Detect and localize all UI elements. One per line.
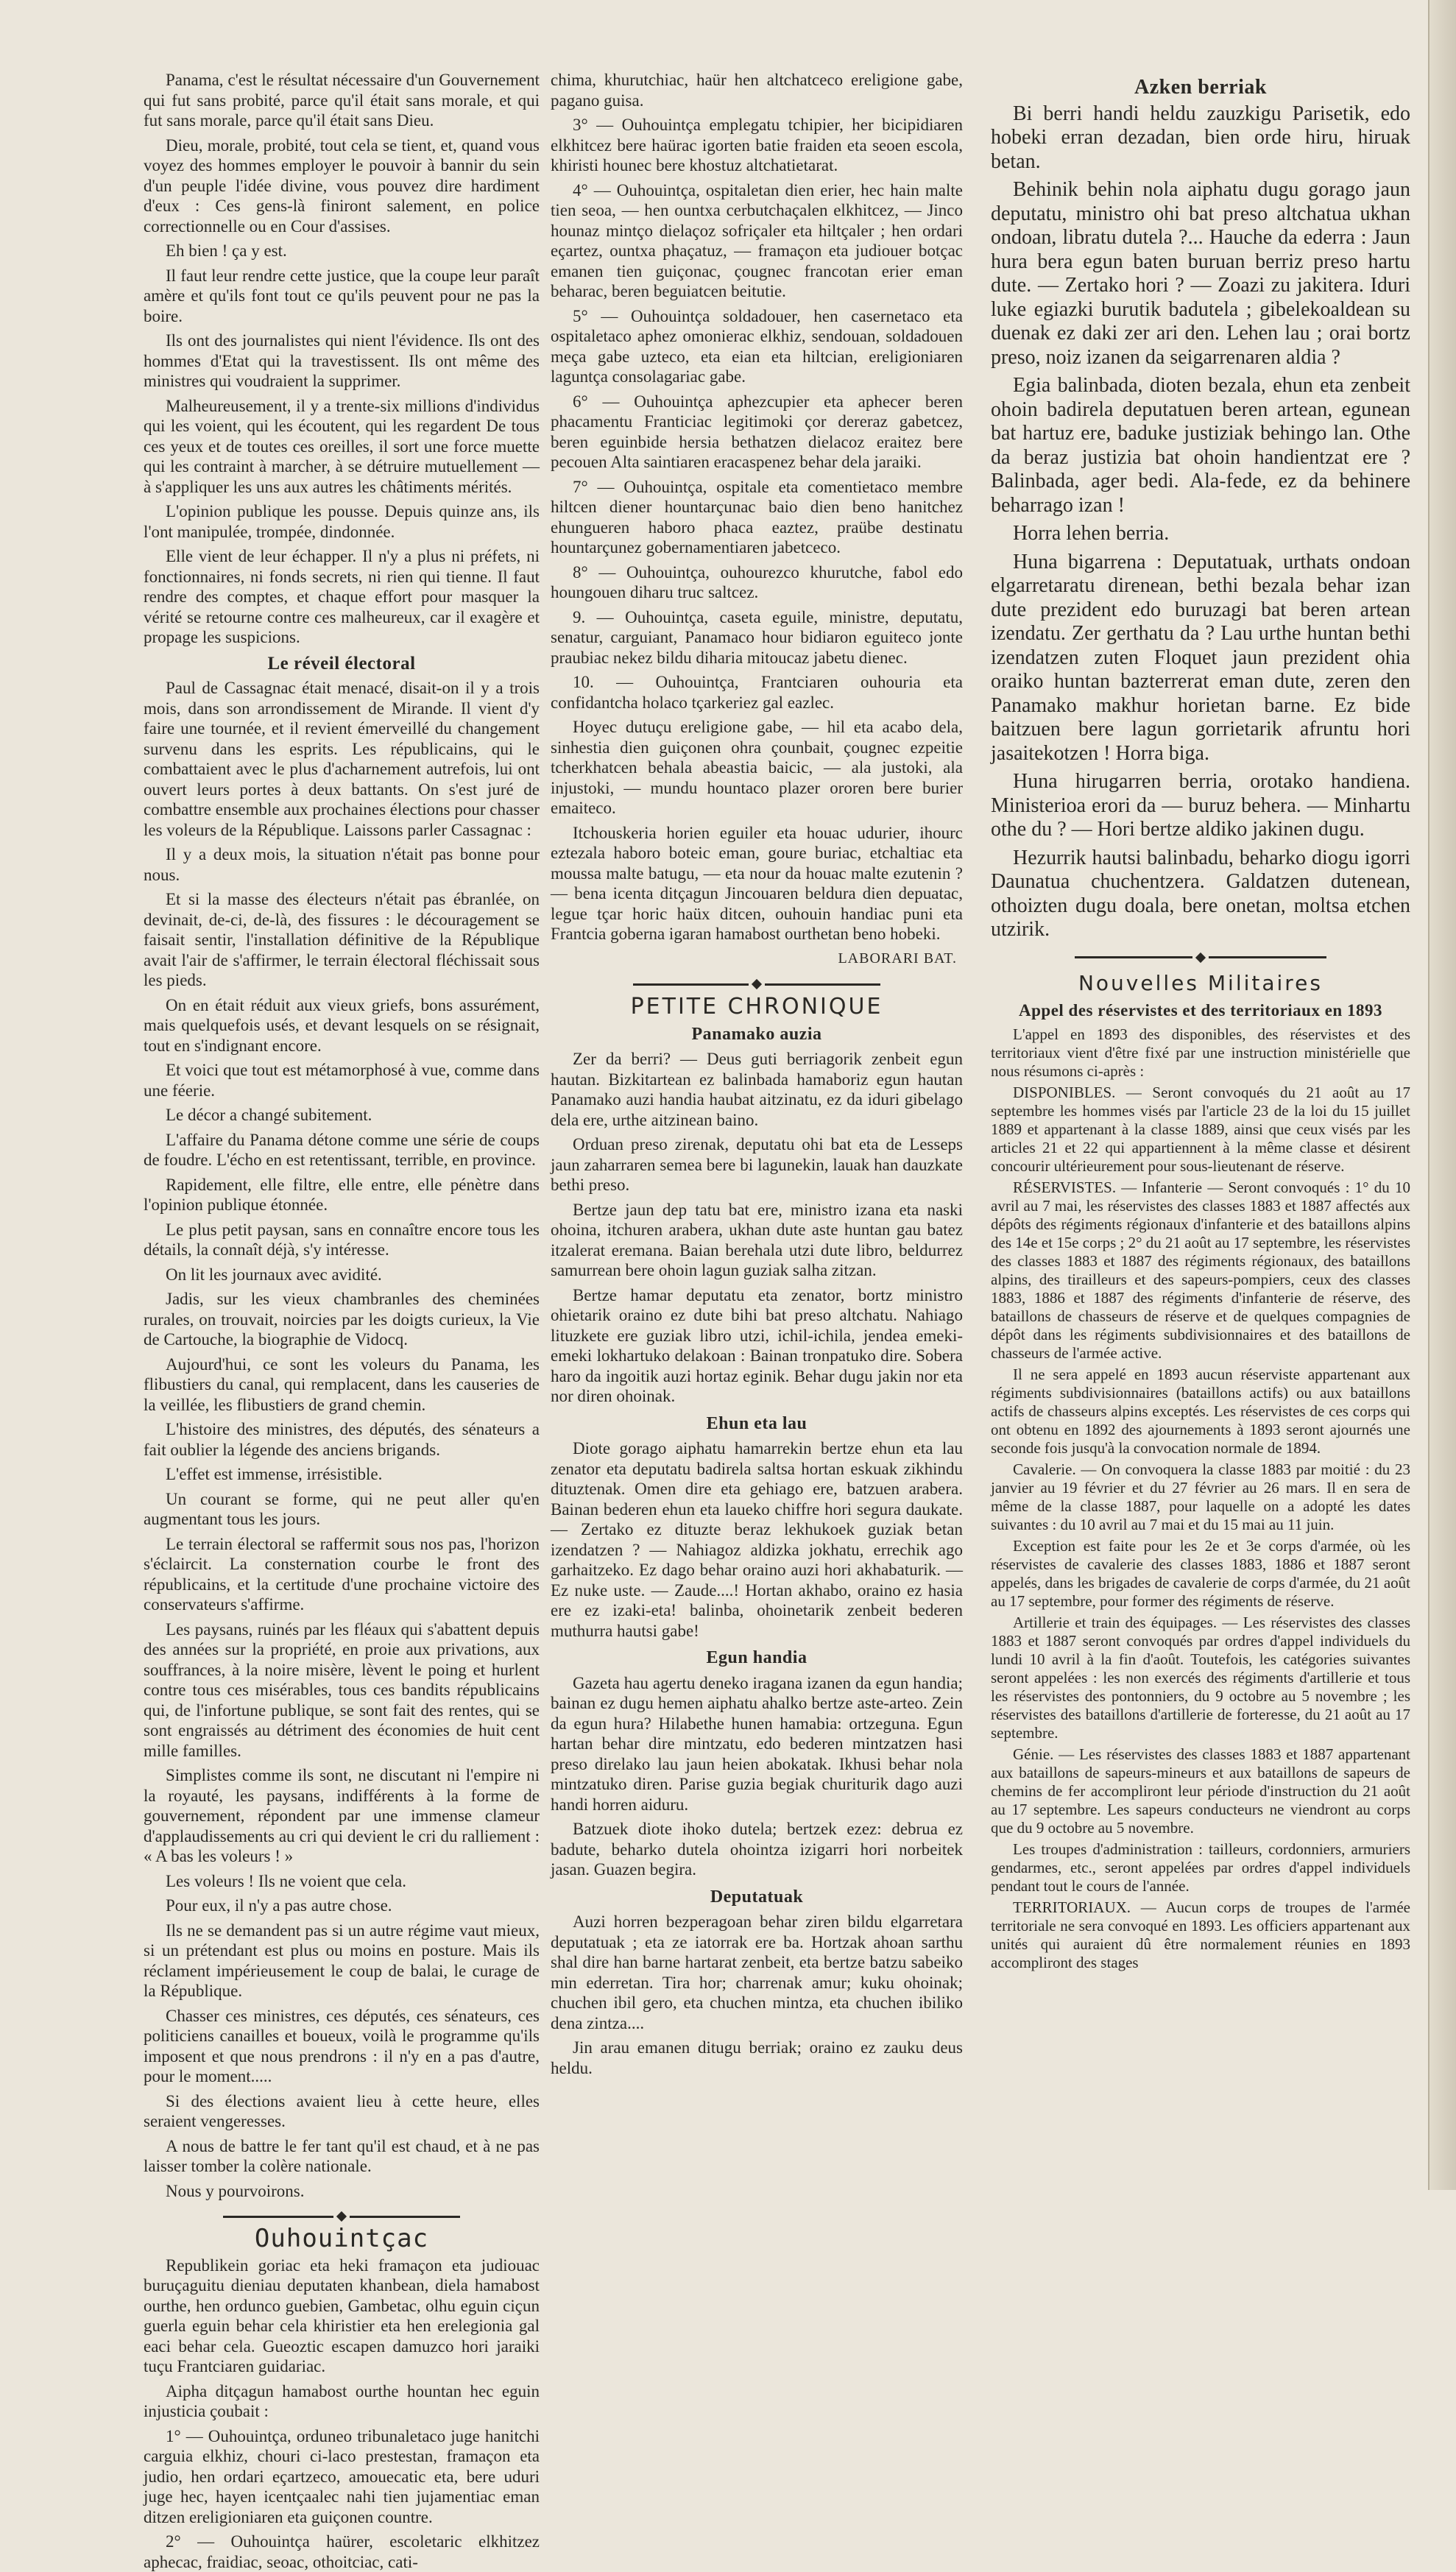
article-paragraph: Artillerie et train des équipages. — Les réservistes des classes 1883 et 1887 seront convoqués par ordres d'appel individuels du lundi 10 avril à la fin d'août. Toutefois, les catégories suivantes seront appelées : les non exercés des régiments d'artillerie et tous les réservistes des pontonniers, du 9 octobre au 5 novembre ; les réservistes des bataillons d'artillerie de forteresse, du 21 août au 17 septembre. [991,1613,1410,1742]
article-paragraph: 2° — Ouhouintça haürer, escoletaric elkhitzez aphecac, fraidiac, seoac, othoitciac, cati- [144,2532,540,2571]
article-paragraph: 4° — Ouhouintça, ospitaletan dien erier, hec hain malte tien seoa, — hen ountxa cerbutchaçalen elkhitcez, — Jinco hounaz mintço dielaçoz sofriçaler eta hiltçaler ; hen ordari eçartez, ountxa phaçatuz, — framaçon eta judiouer botçac emanen tien guiçonac, çougnec francotan erier eman beharac, beren beguiatcen beitutie. [551,180,963,300]
article-paragraph: Huna bigarrena : Deputatuak, urthats ondoan elgarretaratu direnean, bethi bezala behar izan dute prezident edo buruzagi bat beren artean izendatu. Zer gerthatu da ? Lau urthe huntan bethi izendatzen zuten Floquet jaun prezident ohia oraiko huntan bazterrerat eman dute, zeren den Panamako makhur horietan barne. Ez bide baitzuen bere lagun gorrietarik afruntu hori jasaitekotzen ! Horra biga. [991,550,1410,765]
article-paragraph: Hezurrik hautsi balinbadu, beharko diogu igorri Daunatua chuchentzera. Galdatzen dutenean, othoizten dugu doala, bere onetan, moltsa etchen utzirik. [991,846,1410,941]
article-paragraph: Les troupes d'administration : tailleurs, cordonniers, armuriers gendarmes, etc., seront appelées par ordres d'appel individuels pendant tout le cours de l'année. [991,1840,1410,1895]
article-paragraph: Huna hirugarren berria, orotako handiena. Ministerioa erori da — buruz behera. — Minhartu othe du ? — Hori bertze aldiko jakinen dugu. [991,770,1410,841]
article-paragraph: Malheureusement, il y a trente-six millions d'individus qui les voient, qui les écoutent, qui les regardent De tous ces yeux et de toutes ces oreilles, il sort une force muette qui les contraint à marcher, à se détruire mutuellement — à s'appliquer les uns aux autres les châtiments mérités. [144,396,540,496]
subheading-panamako-auzia: Panamako auzia [691,1024,822,1044]
article-paragraph: DISPONIBLES. — Seront convoqués du 21 août au 17 septembre les hommes visés par l'article 23 de la loi du 15 juillet 1889 et appartenant à la classe 1889, ainsi que ceux visés par les articles 21 et 22 qui appartiennent à la même classe et désirent concourir ultérieurement pour sous-lieutenant de réserve. [991,1083,1410,1175]
article-paragraph: Jin arau emanen ditugu berriak; oraino ez zauku deus heldu. [551,2038,963,2077]
subheading-deputatuak: Deputatuak [710,1887,804,1907]
subheading-ehun-eta-lau: Ehun eta lau [706,1413,807,1433]
article-paragraph: 3° — Ouhouintça emplegatu tchipier, her bicipidiaren elkhitcez bere haürac igorten batie fraiden eta seoen escola, khiristi hounec bere khostuz altchatietarat. [551,116,963,174]
article-paragraph: 7° — Ouhouintça, ospitale eta comentietaco membre hiltcen diener hountarçunac baio dien beno hanitchez ehungueren haboro phaca eaztez, praübe destinatu hountarçunez gobernamentiaren jabetceco. [551,477,963,557]
article-paragraph: L'histoire des ministres, des députés, des sénateurs a fait oublier la légende des anciens brigands. [144,1420,540,1459]
article-paragraph: Pour eux, il n'y a pas autre chose. [166,1896,392,1915]
article-paragraph: Diote gorago aiphatu hamarrekin bertze ehun eta lau zenator eta deputatu badirela saltsa hortan eskuak zikhindu dituztenak. Omen dire eta gehiago ere, batzuen arabera. Bainan bederen ehun eta laueko chiffre hori segura daukate. — Zertako ez dituzte beraz lekhukoek guziak betan izendatzen ? — Nahiagoz aldizka jokhatu, errechik ago garhaitzeko. Ez dago behar oraino auzi hori akhabaturik. — Ez nuke uste. — Zaude....! Hortan akhabo, oraino ez hasia ere ez izaki-eta! balinba, ohoinetarik zenbeit bederen muthurra hautsi gabe! [551,1439,963,1640]
section-divider [223,2211,461,2222]
article-paragraph: Eh bien ! ça y est. [166,241,287,260]
article-paragraph: L'appel en 1893 des disponibles, des réservistes et des territoriaux vient d'être fixé par une instruction ministérielle que nous résumons ci-après : [991,1025,1410,1080]
article-paragraph: Les voleurs ! Ils ne voient que cela. [166,1871,406,1890]
article-paragraph: 9. — Ouhouintça, caseta eguile, ministre, deputatu, senatur, carguiant, Panamaco hour bidiaron eguiteco jonte praubiac nekez bildu diharia mitoucaz jabetu dienec. [551,607,963,667]
article-paragraph: RÉSERVISTES. — Infanterie — Seront convoqués : 1° du 10 avril au 7 mai, les réservistes des classes 1883 et 1887 affectés aux dépôts des régiments régionaux d'infanterie et des bataillons alpins des 14e et 15e corps ; 2° du 21 août au 17 septembre, les réservistes des classes 1883 et 1887 des régiments régionaux, des bataillons alpins, des tirailleurs et des sapeurs-pompiers, ceux des classes 1883, 1886 et 1887 des régiments d'infanterie de réserve, des bataillons de chasseurs de réserve et de quelques compagnies de dépôt dans les régiments subdivisionnaires et des bataillons de chasseurs de l'armée active. [991,1178,1410,1362]
article-paragraph: Orduan preso zirenak, deputatu ohi bat eta de Lesseps jaun zaharraren semea bere bi lagunekin, lauak han dauzkate bethi preso. [551,1135,963,1194]
article-paragraph: 6° — Ouhouintça aphezcupier eta aphecer beren phacamentu Franticiac legitimoki çor dereraz gabetcez, beren eguinbide hersia bethatzen dielacoz eraitez bere pecouen Alta saintiaren eracaspenez behar dela jaraiki. [551,392,963,471]
article-paragraph: Bi berri handi heldu zauzkigu Parisetik, edo hobeki erran dezadan, bien orde hiru, hiruak betan. [991,102,1410,173]
article-paragraph: Les paysans, ruinés par les fléaux qui s'abattent depuis des années sur la propriété, en proie aux privations, aux souffrances, à la noire misère, lèvent le poing et hurlent contre tous ces misérables, tous ces bandits républicains qui, de l'infortune publique, se sont fait des rentes, qui se sont engraissés au détriment des économies de huit cent mille familles. [144,1619,540,1760]
article-paragraph: Gazeta hau agertu deneko iragana izanen da egun handia; bainan ez dugu hemen aiphatu ahalko bertze aste-arteo. Zein da egun hura? Hilabethe hunen hamabia: ortzeguna. Egun hartan behar dire mintzatu, edo bederen mintzatzen hasi preso direlako lau jaun heien abokatak. Ikhusi behar nola mintzatuko diren. Parise guzia begiak churiturik dago auzi handi horren aiduru. [551,1673,963,1814]
section-title-ouhouintcac: Ouhouintçac [254,2224,429,2253]
article-paragraph: Panama, c'est le résultat nécessaire d'un Gouvernement qui fut sans probité, parce qu'il était sans morale, et qui fut sans morale, parce qu'il était sans Dieu. [144,71,540,130]
section-title-nouvelles-militaires: Nouvelles Militaires [1078,970,1323,995]
article-paragraph: Ils ne se demandent pas si un autre régime vaut mieux, si un prétendant est plus ou moins en posture. Mais ils réclament impérieusement le coup de balai, le curage de la République. [144,1921,540,2000]
article-paragraph: Elle vient de leur échapper. Il n'y a plus ni préfets, ni fonctionnaires, ni fonds secrets, ni rien qui tienne. Il faut rendre des comptes, et chaque effort pour masquer la vérité se retourne contre ces malheureux, car il exagère et propage les suspicions. [144,547,540,646]
article-paragraph: Ils ont des journalistes qui nient l'évidence. Ils ont des hommes d'Etat qui la travestissent. Ils ont même des ministres qui voudraient la supprimer. [144,331,540,390]
column-middle [551,70,963,2149]
article-paragraph: Chasser ces ministres, ces députés, ces sénateurs, ces politiciens canailles et boueux, voilà le programme qu'ils imposent et que nous prendrons : il n'y en a pas d'autre, pour le moment..... [144,2006,540,2085]
section-divider [1075,953,1326,963]
article-paragraph: L'effet est immense, irrésistible. [166,1465,383,1483]
column-left [144,70,540,2571]
article-paragraph: Et si la masse des électeurs n'était pas ébranlée, on devinait, de-ci, de-là, des fissures : le découragement se faisait sentir, l'installation définitive de la République avait l'air de s'affirmer, le terrain électoral fléchissait sous les pieds. [144,890,540,989]
article-paragraph: Itchouskeria horien eguiler eta houac udurier, ihourc eztezala haboro boteic eman, goure buriac, etchaltiac eta moussa malte batugu, — eta nour da houac malte ezutenin ? — bena icenta ditçagun Jincouaren beldura dien depuatac, legue tçar horic haüx ditcen, ouhouin handiac puni eta Frantcia goberna igaran hamabost ourthetan beno hobeki. [551,823,963,943]
article-paragraph: Aujourd'hui, ce sont les voleurs du Panama, les flibustiers du canal, qui remplacent, dans les causeries de la veillée, les flibustiers de grand chemin. [144,1354,540,1414]
article-paragraph: Rapidement, elle filtre, elle entre, elle pénètre dans l'opinion publique étonnée. [144,1175,540,1214]
article-paragraph: Le terrain électoral se raffermit sous nos pas, l'horizon s'éclaircit. La consternation courbe le front des républicains, et la certitude d'une prochaine victoire des conservateurs s'affirme. [144,1534,540,1614]
article-paragraph: Behinik behin nola aiphatu dugu gorago jaun deputatu, ministro ohi bat preso altchatua ukhan ondoan, libratu dutela ?... Hauche da ederra : Jaun hura bera egun baten buruan berriz preso hartu dute. — Zertako hori ? — Zoazi zu jakitera. Iduri luke egiazki burutik badutela ; gibelekoaldean su duenak ez daki zer ari den. Lehen lau ; orai bortz preso, noiz izanen da seigarrenaren aldia ? [991,178,1410,369]
article-paragraph: Il faut leur rendre cette justice, que la coupe leur paraît amère et qu'ils font tout ce qu'ils peuvent pour ne pas la boire. [144,266,540,325]
article-paragraph: Republikein goriac eta heki framaçon eta judiouac buruçaguitu dieniau deputaten khanbean, diela hamabost ourthe, hen ordunco guebien, Gambetac, olhu eguin ciçun guerla eguin behar cela khiristier eta hen erelegionia gal eaci behar cela. Gueoztic escapen damuzco hori jaraiki tuçu Frantciaren guidariac. [144,2255,540,2375]
article-paragraph: Cavalerie. — On convoquera la classe 1883 par moitié : du 23 janvier au 19 février et du 27 février au 26 mars. Il en sera de même de la classe 1887, pour laquelle on a adopté les dates suivantes : du 10 avril au 7 mai et du 15 mai au 11 juin. [991,1460,1410,1533]
article-paragraph: Bertze hamar deputatu eta zenator, bortz ministro ohietarik oraino ez dute bihi bat preso altchatu. Nahiago lituzkete ere guziak libro utzi, ichil-ichila, jendea emeki-emeki lokhartuko delakoan : Bainan tronpatuko dire. Sobera haro da ingoitik auzi hortaz eginik. Behar dugu jakin nor eta nor diren ohoinak. [551,1285,963,1405]
article-title-appel-reservistes: Appel des réservistes et des territoriaux en 1893 [1019,1001,1382,1020]
article-paragraph: Zer da berri? — Deus guti berriagorik zenbeit egun hautan. Bizkitartean ez balinbada hamaboriz egun hautan Panamako auzi handia haubat aitzinatu, ez da iduri gibelago dela ere, urthe aitzinean baino. [551,1050,963,1129]
article-paragraph: Horra lehen berria. [1013,522,1170,545]
article-paragraph: Auzi horren bezperagoan behar ziren bildu elgarretara deputatuak ; eta ze iatorrak ere ba. Hortzak ahoan sarthu shal dire han barne hartarat zenbeit, eta bertze batzu sabeiko min ederretan. Tira hor; charrenak amur; kuku ohoinak; chuchen ibil gero, eta chuchen mintza, eta chuchen ibiliko dena zintza.... [551,1912,963,2032]
article-paragraph: 8° — Ouhouintça, ouhourezco khurutche, fabol edo houngouen diharu truc saltcez. [551,562,963,601]
article-paragraph: A nous de battre le fer tant qu'il est chaud, et à ne pas laisser tomber la colère nationale. [144,2136,540,2175]
article-paragraph: chima, khurutchiac, haür hen altchatceco ereligione gabe, pagano guisa. [551,71,963,110]
article-paragraph: TERRITORIAUX. — Aucun corps de troupes de l'armée territoriale ne sera convoqué en 1893. Les officiers appartenant aux unités qui auraient dû être normalement réunies en 1893 accompliront des stages [991,1898,1410,1971]
article-paragraph: Paul de Cassagnac était menacé, disait-on il y a trois mois, dans son arrondissement de Mirande. Il vient d'y faire une tournée, et il revient émerveillé du changement survenu dans les esprits. Les républicains, qui le combattaient avec le plus d'acharnement autrefois, lui ont ouvert leurs portes à deux battants. On s'est juré de combattre ensemble aux prochaines élections pour chasser les voleurs de la République. Laissons parler Cassagnac : [144,679,540,839]
article-paragraph: Le décor a changé subitement. [166,1106,372,1124]
article-paragraph: Simplistes comme ils sont, ne discutant ni l'empire ni la royauté, les paysans, indifférents à la forme de gouvernement, répondent par une immense clameur d'applaudissements au cri qui devient le cri du ralliement : « A bas les voleurs ! » [144,1766,540,1865]
article-paragraph: Egia balinbada, dioten bezala, ehun eta zenbeit ohoin badirela deputatuen beren artean, egunean bat hartuz ere, baduke justiziak behingo lan. Othe da beraz justizia bat ohoin handientzat ere ? Balinbada, ager bedi. Ala-fede, ez da behinere beharrago izan ! [991,374,1410,517]
article-paragraph: Exception est faite pour les 2e et 3e corps d'armée, où les réservistes de cavalerie des classes 1883, 1886 et 1887 seront appelés, dans les brigades de cavalerie de corps d'armée, du 21 août au 17 septembre, pour former des régiments de réserve. [991,1536,1410,1610]
article-paragraph: 1° — Ouhouintça, orduneo tribunaletaco juge hanitchi carguia elkhiz, chouri ci-laco prestestan, framaçon eta judio, hen ordari eçartzeco, amouecatic eta, bere uduri juge hec, hayen icentçaalec nahi tien jujamentiac eman ditzen ereligioniaren eta guiçonen countre. [144,2426,540,2526]
article-paragraph: 5° — Ouhouintça soldadouer, hen casernetaco eta ospitaletaco aphez omonierac elkhiz, sendouan, soldadouen meça gabe uzteco, eta eian eta hiltcian, ereligioniaren laguntça consolagariac gabe. [551,306,963,386]
article-paragraph: Nous y pourvoirons. [166,2181,305,2200]
section-title-petite-chronique: PETITE CHRONIQUE [630,994,883,1020]
section-divider [633,979,880,989]
article-paragraph: Il ne sera appelé en 1893 aucun réserviste appartenant aux régiments subdivisionnaires (bataillons actifs) ou aux bataillons actifs de chasseurs alpins exceptés. Les réservistes de ces corps qui ont obtenu en 1892 des ajournements à 1893 seront ajournés une seconde fois jusqu'à la convocation normale de 1894. [991,1365,1410,1457]
article-paragraph: Si des élections avaient lieu à cette heure, elles seraient vengeresses. [144,2091,540,2130]
article-paragraph: Un courant se forme, qui ne peut aller qu'en augmentant tous les jours. [144,1489,540,1528]
article-paragraph: Bertze jaun dep tatu bat ere, ministro izana eta naski ohoina, itchuren arabera, ukhan dute aste huntan gau batez itzalerat eremana. Baian berehala utzi dute libro, beldurrez samurrean bere ohoin lagun guziak salha zitzan. [551,1200,963,1279]
article-paragraph: Le plus petit paysan, sans en connaître encore tous les détails, la connaît déjà, s'y intéresse. [144,1220,540,1259]
column-right [991,70,1410,2149]
article-paragraph: Hoyec dutuçu ereligione gabe, — hil eta acabo dela, sinhestia dien guiçonen ohra çounbait, çougnec ezpeitie tcherkhatcen behala abeastia baicic, — ala justoki, ala injustoki, — mundu hountaco plazer ororen bere burier emaiteco. [551,718,963,817]
article-paragraph: On en était réduit aux vieux griefs, bons assurément, mais quelquefois usés, et devant lesquels on se résignait, tout en s'indignant encore. [144,995,540,1055]
article-paragraph: Et voici que tout est métamorphosé à vue, comme dans une féerie. [144,1061,540,1100]
article-paragraph: On lit les journaux avec avidité. [166,1265,382,1284]
article-paragraph: 10. — Ouhouintça, Frantciaren ouhouria eta confidantcha holaco tçarkeriez gal eazlec. [551,673,963,712]
article-title-azken-berriak: Azken berriak [1134,76,1267,99]
article-paragraph: Génie. — Les réservistes des classes 1883 et 1887 appartenant aux bataillons de sapeurs-mineurs et aux bataillons de sapeurs de chemins de fer accompliront leur période d'instruction du 21 août au 17 septembre. Les sapeurs conducteurs ne viendront au corps que du 9 octobre au 5 novembre. [991,1745,1410,1837]
subheading-egun-handia: Egun handia [706,1648,807,1667]
article-signature: LABORARI BAT. [838,950,957,967]
article-paragraph: Batzuek diote ihoko dutela; bertzek ezez: debrua ez badute, beharko dutela ohointza izigarri hori norbeitek jasan. Guazen begira. [551,1820,963,1879]
article-paragraph: Il y a deux mois, la situation n'était pas bonne pour nous. [144,845,540,884]
article-paragraph: L'opinion publique les pousse. Depuis quinze ans, ils l'ont manipulée, trompée, dindonnée. [144,502,540,541]
article-paragraph: Aipha ditçagun hamabost ourthe hountan hec eguin injusticia çoubait : [144,2381,540,2420]
article-title-reveil: Le réveil électoral [267,653,416,674]
article-paragraph: L'affaire du Panama détone comme une série de coups de foudre. L'écho en est retentissant, terrible, en province. [144,1130,540,1169]
article-paragraph: Jadis, sur les vieux chambranles des cheminées rurales, on trouvait, noircies par les doigts curieux, la Vie de Cartouche, la biographie de Vidocq. [144,1290,540,1349]
page-edge [1428,0,1456,2190]
article-paragraph: Dieu, morale, probité, tout cela se tient, et, quand vous voyez des hommes employer le pouvoir à bannir du sein d'un peuple l'idée divine, vous pouvez dire hardiment d'eux : Ces gens-là finiront salement, en police correctionnelle ou en Cour d'assises. [144,135,540,236]
